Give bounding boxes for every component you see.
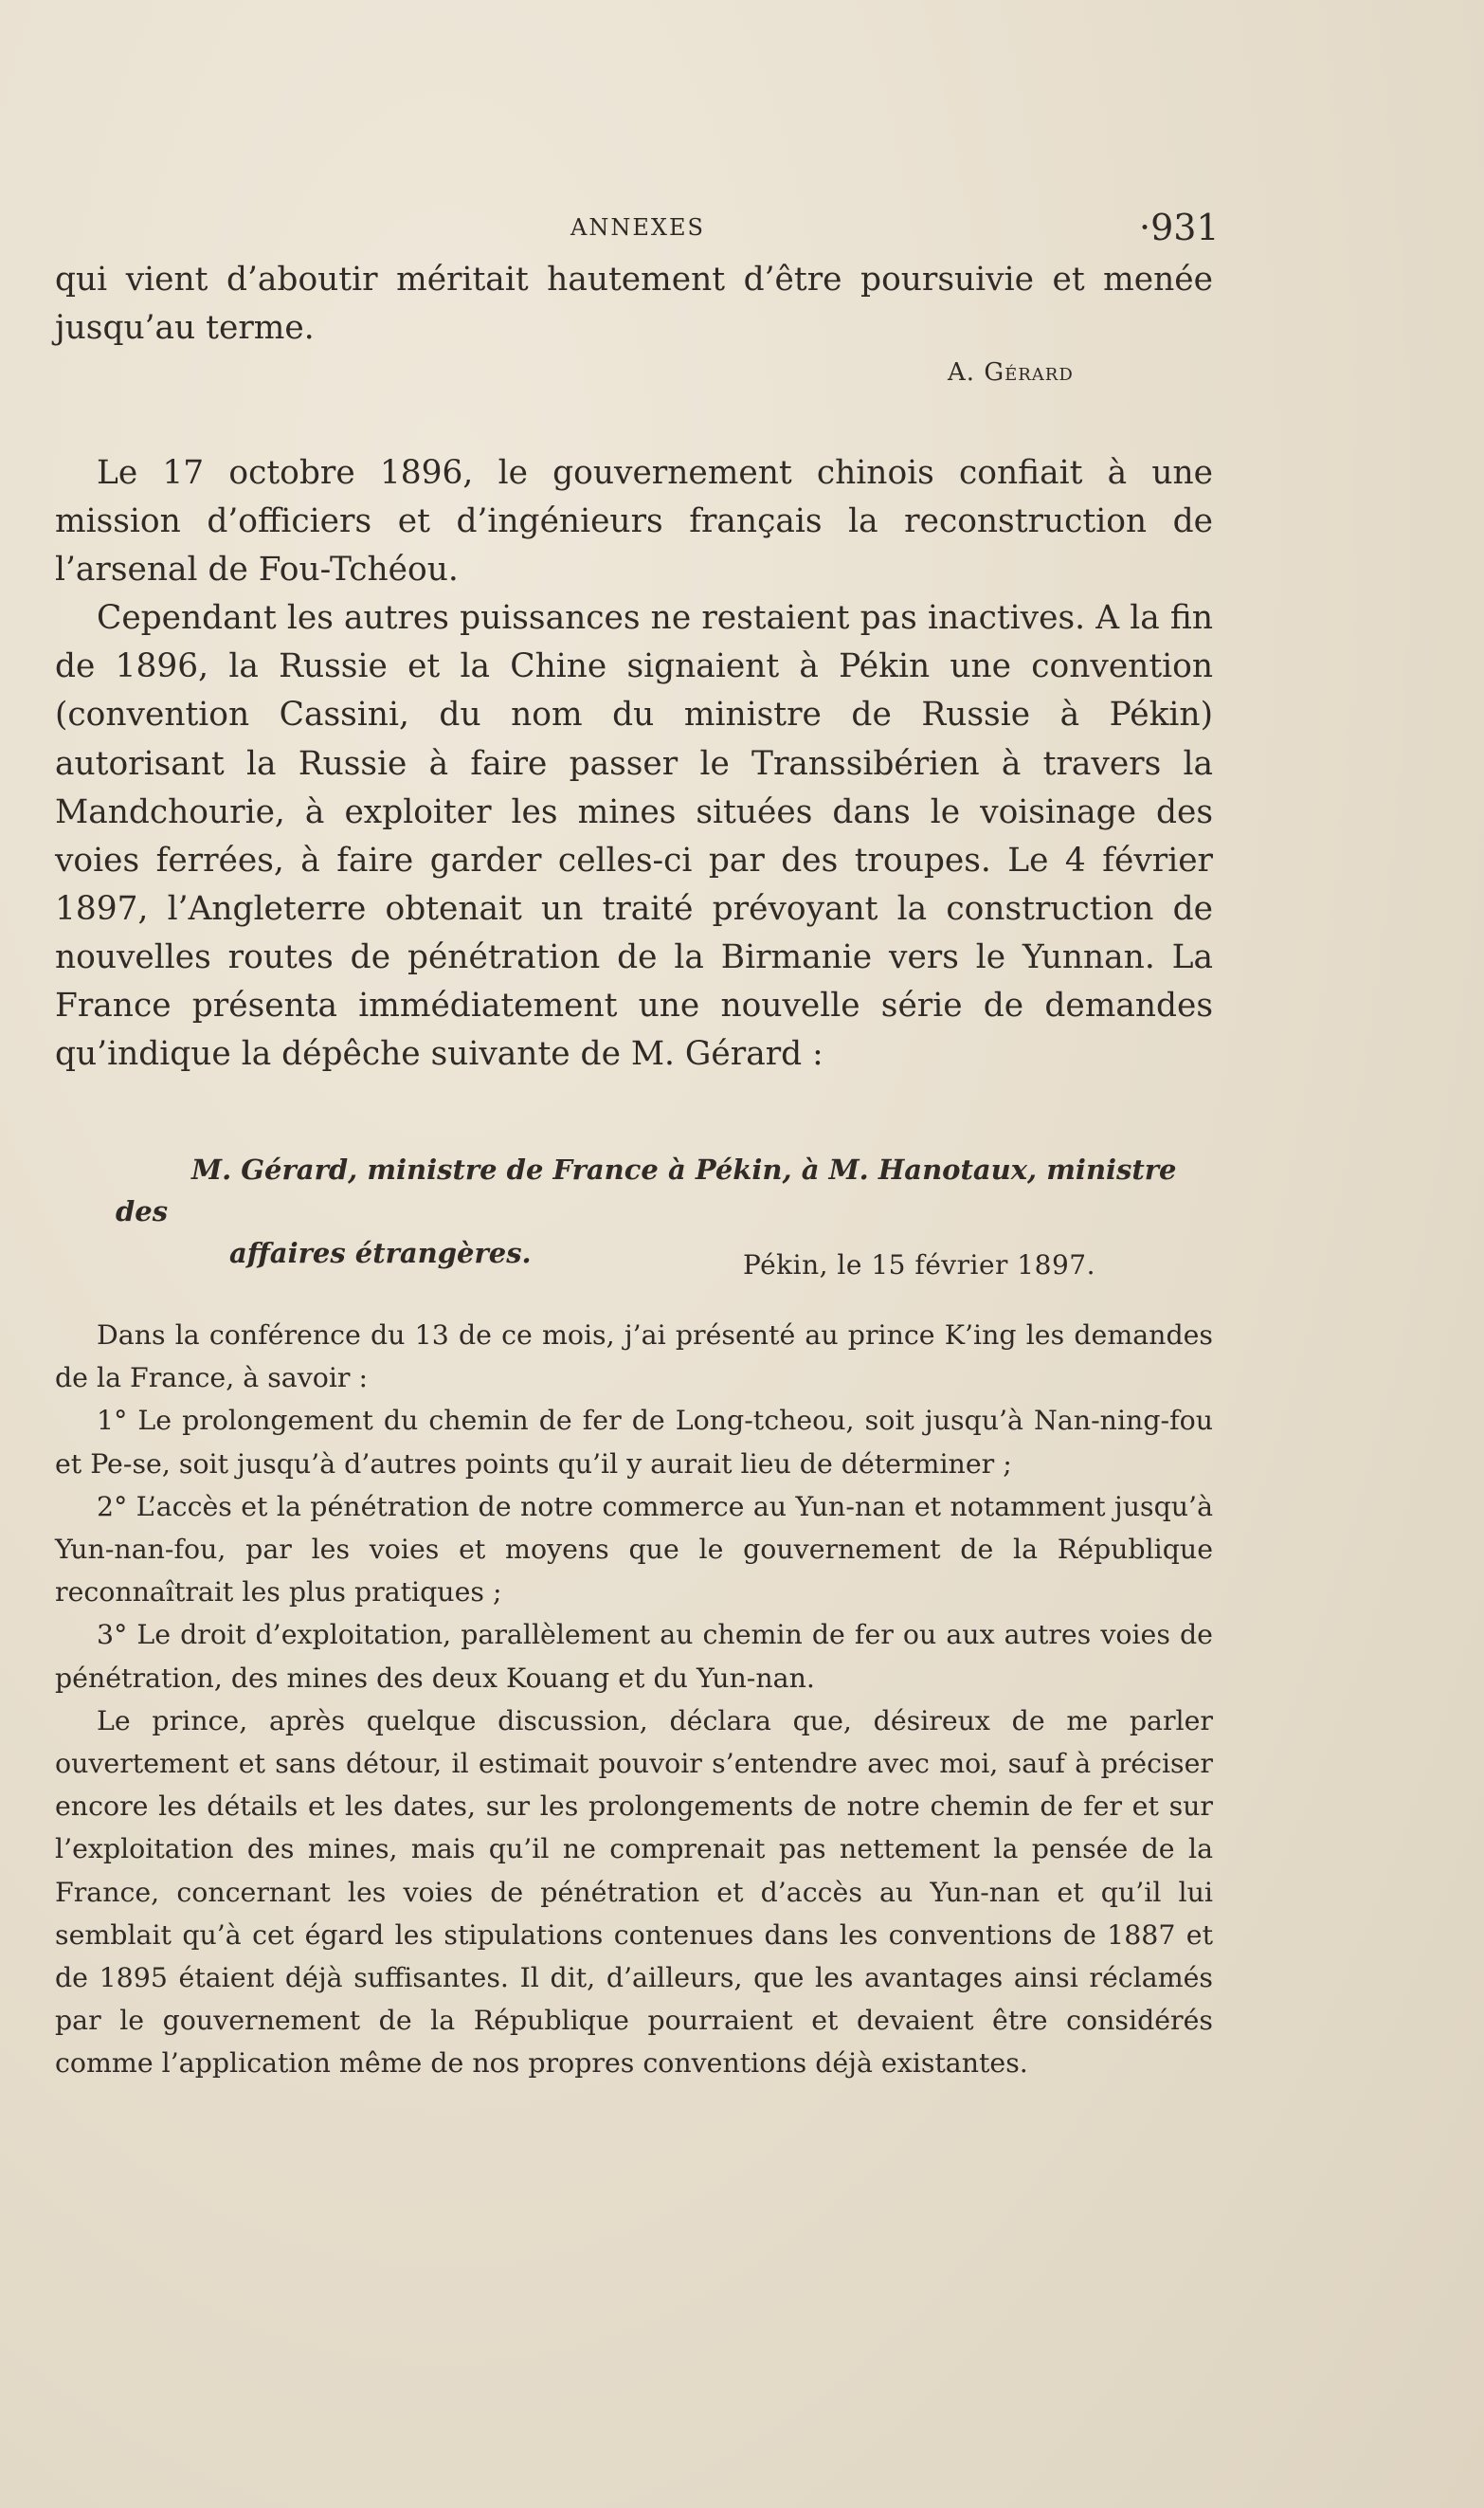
signature-name: Gérard: [984, 358, 1074, 387]
letter-paragraph: Le prince, après quelque discussion, déclara que, désireux de me parler ouvertement et sans détour, il estimait pouvoir s’entendre avec moi, sauf à préciser encore les détails et les dates, sur les prolongements de notre chemin de fer et sur l’exploitation des mines, mais qu’il ne comprenait pas nettement la pensée de la France, concernant les voies de pénétration et d’accès au Yun-nan et qu’il lui semblait qu’à cet égard les stipulations contenues dans les conventions de 1887 et de 1895 étaient déjà suffisantes. Il dit, d’ailleurs, que les avantages ainsi réclamés par le gouvernement de la République pourraient et devaient être considérés comme l’application même de nos propres conventions déjà existantes.: [55, 1704, 1213, 2080]
letter-heading-line1: M. Gérard, ministre de France à Pékin, à M. Hanotaux, ministre des: [116, 1154, 1177, 1227]
continuation-text: qui vient d’aboutir méritait hautement d’être poursuivie et menée jusqu’au terme.: [55, 261, 1213, 348]
signature-initial: A.: [948, 358, 976, 387]
signature: [948, 358, 1074, 387]
letter-paragraph: Dans la conférence du 13 de ce mois, j’ai présenté au prince K’ing les demandes de la France, à savoir :: [55, 1319, 1213, 1394]
letter-body: [55, 1314, 1213, 2085]
narrative-paragraph: Le 17 octobre 1896, le gouvernement chinois confiait à une mission d’officiers et d’ingénieurs français la reconstruction de l’arsenal de Fou-Tchéou.: [55, 454, 1213, 590]
letter-heading-line2: affaires étrangères.: [229, 1237, 532, 1269]
narrative-paragraph: Cependant les autres puissances ne restaient pas inactives. A la fin de 1896, la Russie et la Chine signaient à Pékin une convention (convention Cassini, du nom du ministre de Russie à Pékin) autorisant la Russie à faire passer le Transsibérien à travers la Mandchourie, à exploiter les mines situées dans le voisinage des voies ferrées, à faire garder celles-ci par des troupes. Le 4 février 1897, l’Angleterre obtenait un traité prévoyant la construction de nouvelles routes de pénétration de la Birmanie vers le Yunnan. La France présenta immédiatement une nouvelle série de demandes qu’indique la dépêche suivante de M. Gérard :: [55, 599, 1213, 1074]
running-header: [0, 207, 1484, 248]
letter-paragraph: 1° Le prolongement du chemin de fer de Long-tcheou, soit jusqu’à Nan-ning-fou et Pe-se, soit jusqu’à d’autres points qu’il y aurait lieu de déterminer ;: [55, 1405, 1213, 1480]
letter-paragraph: 3° Le droit d’exploitation, parallèlement au chemin de fer ou aux autres voies de pénétration, des mines des deux Kouang et du Yun-nan.: [55, 1619, 1213, 1694]
continuation-paragraph: [55, 256, 1213, 353]
narrative-section: [55, 449, 1213, 1079]
letter-dateline: Pékin, le 15 février 1897.: [743, 1249, 1095, 1281]
page-number: ·931: [1139, 207, 1220, 248]
letter-paragraph: 2° L’accès et la pénétration de notre commerce au Yun-nan et notamment jusqu’à Yun-nan-fou, par les voies et moyens que le gouvernement de la République reconnaîtrait les plus pratiques ;: [55, 1490, 1213, 1608]
running-header-title: ANNEXES: [570, 214, 705, 241]
